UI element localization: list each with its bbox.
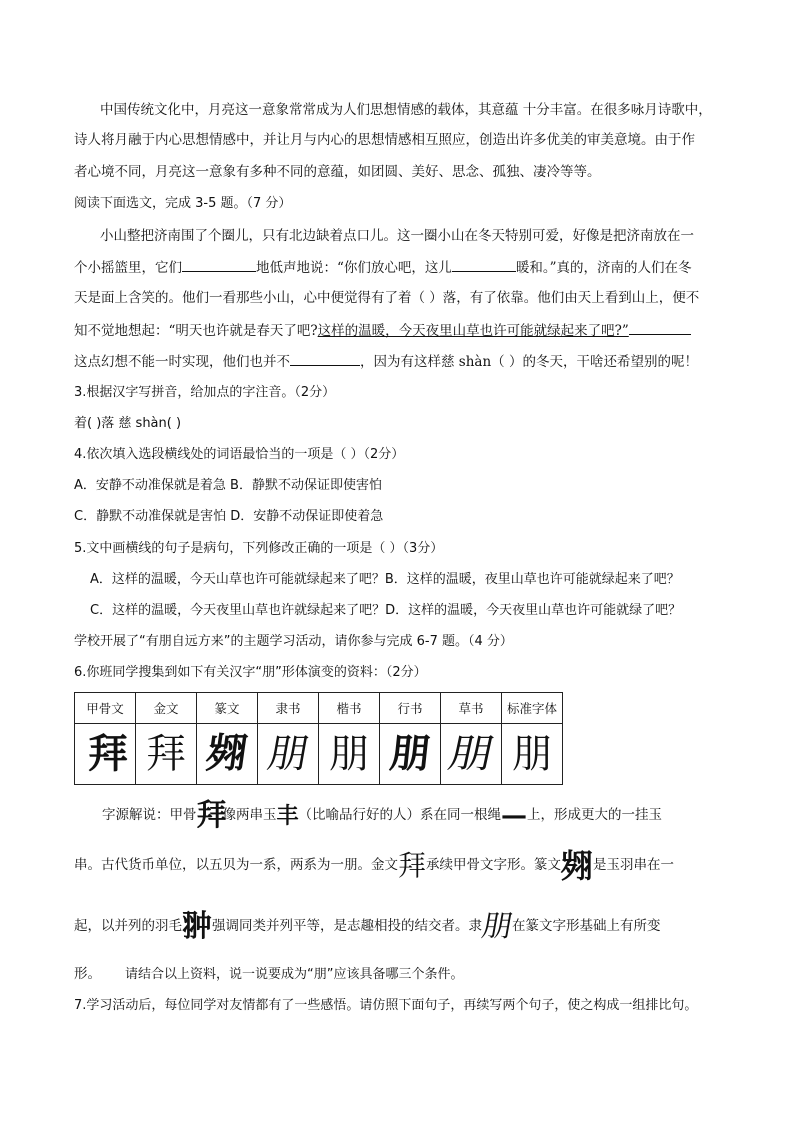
header-jiaguwen: 甲骨文 — [75, 693, 136, 724]
passage-line-5-a: 这点幻想不能一时实现，他们也并不 — [74, 354, 290, 370]
inline-glyph-jin: 拜 — [398, 848, 427, 882]
q5-options-cd: C．这样的温暖，今天夜里山草也许就绿起来了吧？D．这样的温暖，今天夜里山草也许可能就绿了吧？ — [90, 603, 682, 618]
header-zhuanwen: 篆文 — [197, 693, 258, 724]
q7-stem: 7.学习活动后，每位同学对友情都有了一些感悟。请仿照下面句子，再续写两个句子，使之构成一组排比句。 — [74, 998, 698, 1013]
origin-line-2 — [74, 848, 674, 883]
blank-3[interactable] — [629, 320, 691, 335]
passage-line-5-b: ，因为有这样慈 shàn（ ）的冬天，干啥还希望别的呢！ — [360, 354, 698, 370]
blank-2[interactable] — [452, 257, 516, 272]
q3-answer-line: 着( )落 慈 shàn( ) — [74, 416, 182, 431]
inline-glyph-zhuan: 翙 — [561, 846, 594, 885]
intro-line-3: 者心境不同，月亮这一意象有多种不同的意蕴，如团圆、美好、思念、孤独、凄冷等等。 — [74, 164, 601, 180]
character-evolution-table — [74, 692, 563, 785]
origin-line-3 — [74, 908, 661, 945]
q4-stem: 4.依次填入选段横线处的词语最恰当的一项是（ ）（2分） — [74, 447, 405, 462]
q5-options-ab: A．这样的温暖，今天山草也许可能就绿起来了吧？B．这样的温暖，夜里山草也许可能就绿起来了吧？ — [90, 572, 680, 587]
glyph-biaozhun: 朋 — [512, 731, 552, 777]
origin-l1b: 像两串玉 — [222, 807, 277, 823]
header-jinwen: 金文 — [136, 693, 197, 724]
inline-glyph-feather: 翀 — [182, 908, 212, 944]
inline-glyph-li: 朋 — [479, 908, 516, 944]
header-kaishu: 楷书 — [319, 693, 380, 724]
underlined-sentence: 这样的温暖，今天夜里山草也许可能就绿起来了吧?” — [317, 323, 629, 339]
passage-line-4-a: 知不觉地想起：“明天也许就是春天了吧? — [74, 323, 318, 339]
origin-l2c: 是玉羽串在一 — [593, 857, 675, 873]
glyph-caoshu: 朋 — [444, 731, 498, 777]
glyph-jiaguwen: 拜 — [88, 731, 122, 777]
origin-line-1 — [102, 797, 663, 833]
table-glyph-row — [75, 724, 563, 785]
passage-line-2-c: 暖和。”真的，济南的人们在冬 — [515, 260, 692, 276]
intro-line-1: 中国传统文化中，月亮这一意象常常成为人们思想情感的载体，其意蕴 十分丰富。在很多咏月诗歌中， — [100, 102, 712, 118]
origin-l4a: 形。 — [74, 966, 101, 982]
passage-line-2 — [74, 257, 692, 278]
glyph-zhuanwen: 翙 — [203, 730, 251, 777]
intro-line-2: 诗人将月融于内心思想情感中，并让月与内心的思想情感相互照应，创造出许多优美的审美意境。由于作 — [74, 132, 695, 148]
passage-line-3: 天是面上含笑的。他们一看那些小山，心中便觉得有了着（ ）落，有了依靠。他们由天上看到山上，便不 — [74, 290, 700, 306]
inline-glyph-rope: — — [501, 800, 528, 831]
origin-l3b: 强调同类并列平等，是志趣相投的结交者。隶 — [212, 918, 482, 934]
passage-line-1: 小山整把济南围了个圈儿，只有北边缺着点口儿。这一圈小山在冬天特别可爱，好像是把济南放在一 — [100, 228, 694, 244]
table-header-row — [75, 693, 563, 724]
q4-options-ab: A．安静不动准保就是着急 B．静默不动保证即使害怕 — [74, 478, 382, 493]
origin-l1a: 字源解说：甲骨 — [102, 807, 197, 823]
q6-question: 请结合以上资料，说一说要成为“朋”应该具备哪三个条件。 — [125, 967, 464, 982]
reading-header: 阅读下面选文，完成 3-5 题。（7 分） — [74, 196, 292, 211]
origin-l3a: 起，以并列的羽毛 — [74, 918, 182, 934]
inline-glyph-jiagu: 拜 — [196, 797, 223, 833]
header-biaozhun: 标准字体 — [502, 693, 563, 724]
header-lishu: 隶书 — [258, 693, 319, 724]
origin-l2b: 承续甲骨文字形。篆文 — [426, 857, 562, 873]
header-xingshu: 行书 — [380, 693, 441, 724]
blank-4[interactable] — [290, 351, 360, 366]
q3-stem: 3.根据汉字写拼音，给加点的字注音。（2分） — [74, 385, 336, 400]
q5-stem: 5.文中画横线的句子是病句，下列修改正确的一项是（ ）（3分） — [74, 541, 444, 556]
origin-l2a: 串。古代货币单位，以五贝为一系，两系为一朋。金文 — [74, 857, 398, 873]
glyph-kaishu: 朋 — [329, 731, 369, 777]
activity-intro: 学校开展了“有朋自远方来”的主题学习活动，请你参与完成 6-7 题。（4 分） — [74, 634, 513, 649]
origin-l3c: 在篆文字形基础上有所变 — [512, 918, 661, 934]
inline-glyph-yu: 丰 — [276, 802, 299, 829]
glyph-jinwen: 拜 — [146, 731, 186, 777]
passage-line-5 — [74, 351, 698, 372]
glyph-xingshu: 朋 — [387, 730, 433, 777]
blank-1[interactable] — [182, 257, 256, 272]
passage-line-2-a: 个小摇篮里，它们 — [74, 260, 182, 276]
passage-line-4 — [74, 320, 691, 341]
q4-options-cd: C．静默不动准保就是害怕 D．安静不动保证即使着急 — [74, 509, 384, 524]
origin-l1d: 上，形成更大的一挂玉 — [527, 807, 663, 823]
header-caoshu: 草书 — [441, 693, 502, 724]
q6-stem: 6.你班同学搜集到如下有关汉字“朋”形体演变的资料：（2分） — [74, 665, 427, 680]
passage-line-2-b: 地低声地说：“你们放心吧，这儿 — [256, 260, 452, 276]
glyph-lishu: 朋 — [263, 731, 313, 777]
origin-l1c: （比喻品行好的人）系在同一根绳 — [298, 807, 502, 823]
origin-line-4 — [74, 964, 463, 985]
